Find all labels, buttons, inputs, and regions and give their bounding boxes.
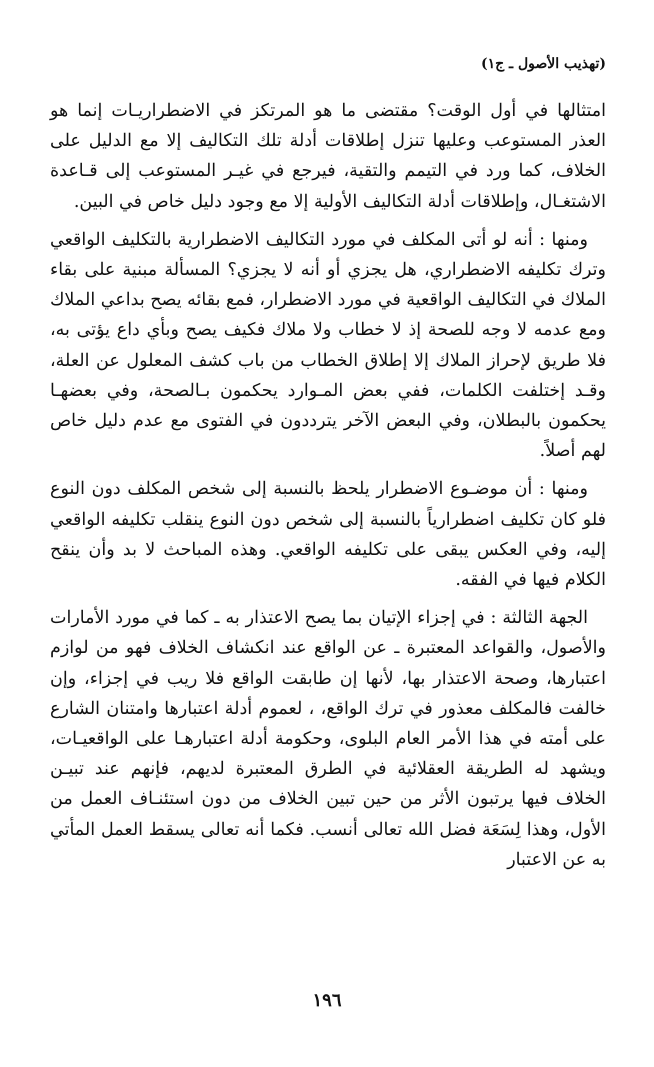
paragraph-1: امتثالها في أول الوقت؟ مقتضى ما هو المرتكز في الاضطراريـات إنما هو العذر المستوعب وعليها تنزل إطلاقات أدلة تلك التكاليف إلا مع الدليل على الخلاف، كما ورد في التيمم والتقية، فيرجع في غيـر المستوعب إلى قـاعدة الاشتغـال، وإطلاقات أدلة التكاليف الأولية إلا مع وجود دليل خاص في البين. bbox=[50, 101, 606, 212]
paragraph-4: الجهة الثالثة : في إجزاء الإتيان بما يصح الاعتذار به ـ كما في مورد الأمارات والأصول، والقواعد المعتبرة ـ عن الواقع عند انكشاف الخلاف فهو من لوازم اعتبارها، وصحة الاعتذار بها، لأنها إن طابقت الواقع فلا ريب في إجزاء، وإن خالفت فالمكلف معذور في ترك الواقع، ، لعموم أدلة اعتبارها وامتنان الشارع على أمته في هذا الأمر العام البلوى، وحكومة أدلة اعتبارهـا على الواقعيـات، ويشهد له الطريقة العقلائية في الطرق المعتبرة لديهم، فإنهم عند تبيـن الخلاف فيها يرتبون الأثر من حين تبين الخلاف من دون استئنـاف العمل من الأول، وهذا لِسَعَة فضل الله تعالى أنسب. فكما أنه تعالى يسقط العمل المأتي به عن الاعتبار bbox=[50, 608, 606, 870]
page-number: ١٩٦ bbox=[312, 990, 342, 1011]
page-body bbox=[50, 96, 606, 883]
paragraph-2: ومنها : أنه لو أتى المكلف في مورد التكاليف الاضطرارية بالتكليف الواقعي وترك تكليفه الاضطراري، هل يجزي أو أنه لا يجزي؟ المسألة مبنية على بقاء الملاك في التكاليف الواقعية في مورد الاضطرار، فمع بقائه يصح بداعي الملاك ومع عدمه لا وجه للصحة إذ لا خطاب ولا ملاك فكيف يصح وبأي داع يؤتى به، فلا طريق لإحراز الملاك إلا إطلاق الخطاب من باب كشف المعلول عن العلة، وقـد إختلفت الكلمات، ففي بعض المـوارد يحكمون بـالصحة، وفي بعضهـا يحكمون بالبطلان، وفي البعض الآخر يترددون في الفتوى مع عدم دليل خاص لهم أصلاً. bbox=[50, 229, 606, 462]
running-header: (تهذيب الأصول ـ ج١) bbox=[480, 56, 606, 72]
paragraph-3: ومنها : أن موضـوع الاضطرار يلحظ بالنسبة إلى شخص المكلف دون النوع فلو كان تكليف اضطرارياً بالنسبة إلى شخص دون النوع ينقلب تكليفه الواقعي إليه، وفي العكس يبقى على تكليفه الواقعي. وهذه المباحث لا بد وأن ينقح الكلام فيها في الفقه. bbox=[50, 479, 606, 591]
